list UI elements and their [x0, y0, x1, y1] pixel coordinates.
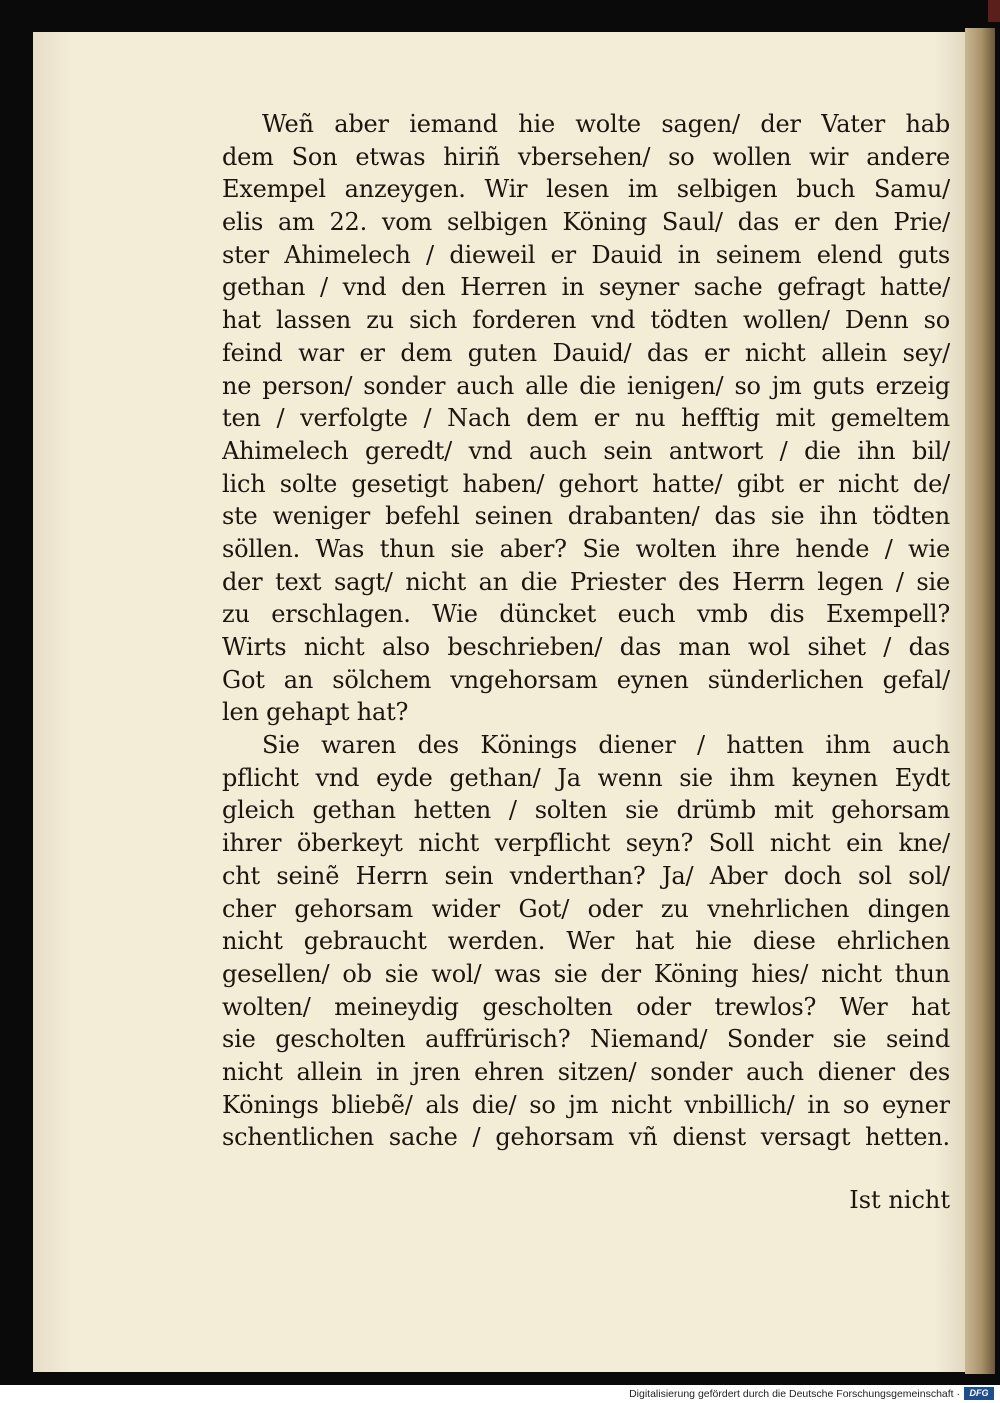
page-edge: [965, 28, 995, 1374]
text-line: ihrer öberkeyt nicht verpflicht seyn? Soll nicht ein kne/: [222, 829, 950, 858]
text-line: nicht gebraucht werden. Wer hat hie diese ehrlichen: [222, 927, 950, 956]
text-line: lich solte gesetigt haben/ gehort hatte/ gibt er nicht de/: [222, 469, 950, 498]
footer-bar: [0, 1385, 1000, 1403]
text-line: hat lassen zu sich forderen vnd tödten wollen/ Denn so: [222, 306, 950, 335]
text-line: Got an sölchem vngehorsam eynen sünderlichen gefal/: [222, 665, 950, 694]
text-line: schentlichen sache / gehorsam vñ dienst versagt hetten.: [222, 1123, 950, 1152]
text-line: Ahimelech geredt/ vnd auch sein antwort / die ihn bil/: [222, 436, 950, 465]
text-line: nicht allein in jren ehren sitzen/ sonder auch diener des: [222, 1057, 950, 1086]
text-line: Exempel anzeygen. Wir lesen im selbigen buch Samu/: [222, 175, 950, 204]
text-line: elis am 22. vom selbigen Köning Saul/ das er den Prie/: [222, 208, 950, 237]
text-line: gesellen/ ob sie wol/ was sie der Köning hies/ nicht thun: [222, 959, 950, 988]
text-line: Sie waren des Könings diener / hatten ihm auch: [262, 731, 950, 760]
text-line: ste weniger befehl seinen drabanten/ das sie ihn tödten: [222, 502, 950, 531]
text-line: pflicht vnd eyde gethan/ Ja wenn sie ihm keynen Eydt: [222, 763, 950, 792]
text-line: söllen. Was thun sie aber? Sie wolten ihre hende / wie: [222, 534, 950, 563]
text-line: Könings bliebẽ/ als die/ so jm nicht vnbillich/ in so eyner: [222, 1090, 950, 1119]
text-line: feind war er dem guten Dauid/ das er nicht allein sey/: [222, 338, 950, 367]
text-line: der text sagt/ nicht an die Priester des Herrn legen / sie: [222, 567, 950, 596]
text-line: Wirts nicht also beschrieben/ das man wol sihet / das: [222, 633, 950, 661]
funding-credit: Digitalisierung gefördert durch die Deutsche Forschungsgemeinschaft ·: [629, 1388, 960, 1400]
catchword: Ist nicht: [849, 1186, 950, 1214]
text-line: ten / verfolgte / Nach dem er nu hefftig mit gemeltem: [222, 404, 950, 433]
text-line: zu erschlagen. Wie düncket euch vmb dis Exempell?: [222, 600, 950, 629]
text-line: sie gescholten auffrürisch? Niemand/ Sonder sie seind: [222, 1025, 950, 1054]
text-line: gethan / vnd den Herren in seyner sache gefragt hatte/: [222, 273, 950, 302]
text-line: dem Son etwas hiriñ vbersehen/ so wollen wir andere: [222, 142, 950, 171]
text-line: Weñ aber iemand hie wolte sagen/ der Vater hab: [262, 110, 950, 138]
text-line: wolten/ meineydig gescholten oder trewlos? Wer hat: [222, 992, 950, 1021]
text-line: cher gehorsam wider Got/ oder zu vnehrlichen dingen: [222, 894, 950, 923]
page-text: [222, 108, 950, 1154]
text-line: ster Ahimelech / dieweil er Dauid in seinem elend guts: [222, 240, 950, 269]
text-line: cht seinẽ Herrn sein vnderthan? Ja/ Aber doch sol sol/: [222, 861, 950, 890]
book-spine: [988, 0, 1000, 22]
text-line: len gehapt hat?: [222, 698, 409, 727]
dfg-logo: DFG: [964, 1387, 994, 1400]
text-line: ne person/ sonder auch alle die ienigen/ so jm guts erzeig: [222, 371, 950, 400]
text-line: gleich gethan hetten / solten sie drümb mit gehorsam: [222, 796, 950, 825]
